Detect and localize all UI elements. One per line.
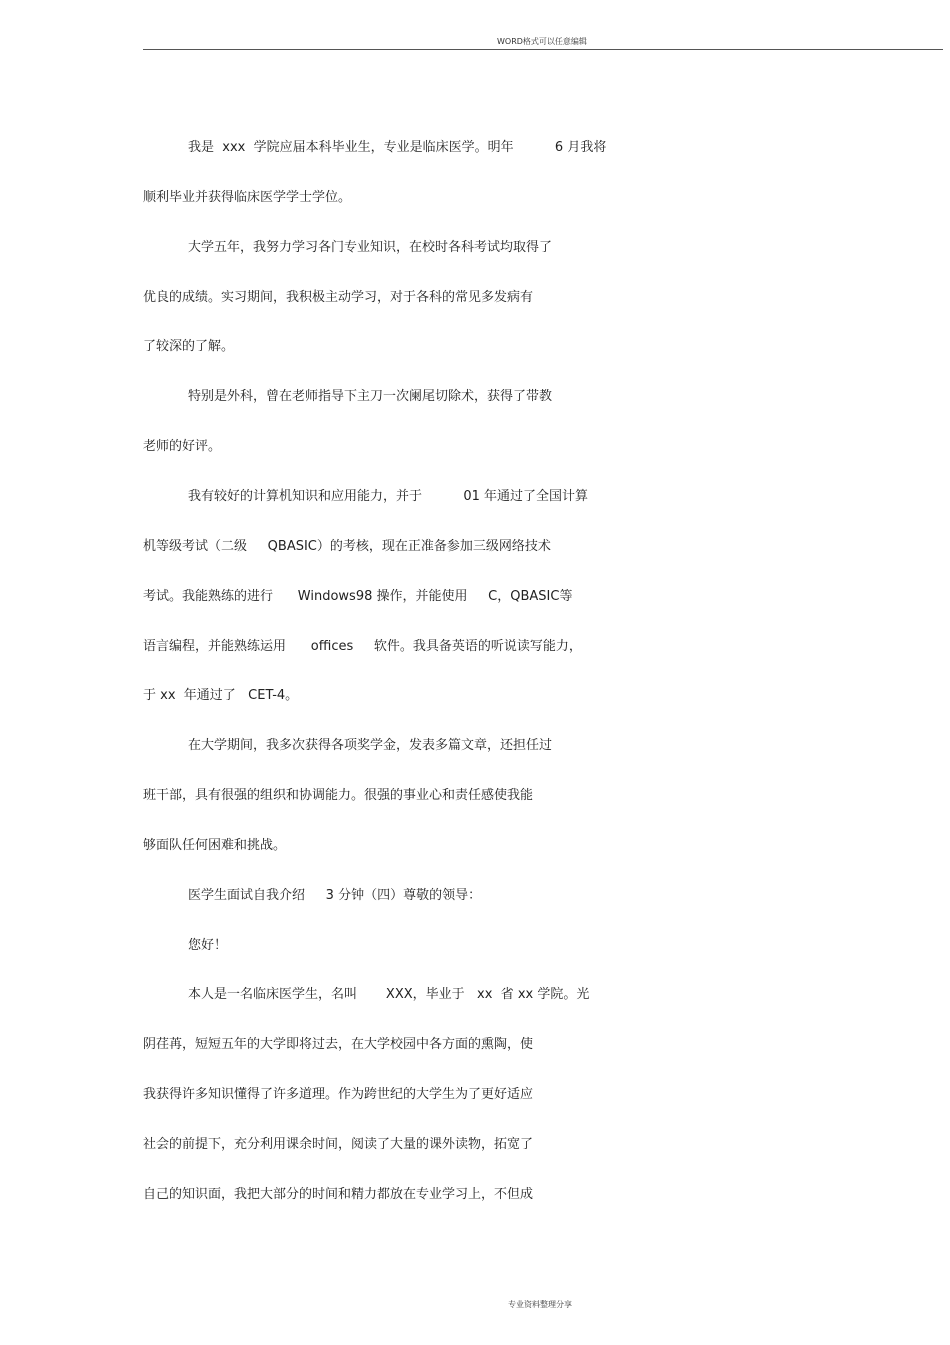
header-rule <box>143 49 943 50</box>
header-text: WORD格式可以任意编辑 <box>497 37 587 46</box>
body-line: 特别是外科，曾在老师指导下主刀一次阑尾切除术，获得了带教 <box>188 389 553 404</box>
body-line: 社会的前提下，充分利用课余时间，阅读了大量的课外读物，拓宽了 <box>143 1137 534 1152</box>
body-line: 大学五年，我努力学习各门专业知识，在校时各科考试均取得了 <box>188 240 553 255</box>
body-line: 班干部，具有很强的组织和协调能力。很强的事业心和责任感使我能 <box>143 788 534 803</box>
page-header <box>0 36 950 50</box>
body-line: 在大学期间，我多次获得各项奖学金，发表多篇文章，还担任过 <box>188 738 553 753</box>
body-line: 考试。我能熟练的进行 Windows98 操作，并能使用 C，QBASIC等 <box>143 589 573 604</box>
body-line: 本人是一名临床医学生，名叫 XXX，毕业于 xx 省 xx 学院。光 <box>188 987 590 1002</box>
body-line: 我有较好的计算机知识和应用能力，并于 01 年通过了全国计算 <box>188 489 588 504</box>
body-line: 您好！ <box>188 938 228 953</box>
body-line: 自己的知识面，我把大部分的时间和精力都放在专业学习上，不但成 <box>143 1187 534 1202</box>
body-line: 我是 xxx 学院应届本科毕业生，专业是临床医学。明年 6 月我将 <box>188 140 607 155</box>
body-line: 机等级考试（二级 QBASIC）的考核，现在正准备参加三级网络技术 <box>143 539 551 554</box>
body-line: 够面队任何困难和挑战。 <box>143 838 287 853</box>
body-line: 医学生面试自我介绍 3 分钟（四）尊敬的领导： <box>188 888 482 903</box>
body-line: 阴荏苒，短短五年的大学即将过去，在大学校园中各方面的熏陶，使 <box>143 1037 534 1052</box>
body-line: 我获得许多知识懂得了许多道理。作为跨世纪的大学生为了更好适应 <box>143 1087 534 1102</box>
body-line: 老师的好评。 <box>143 439 222 454</box>
body-line: 于 xx 年通过了 CET-4。 <box>143 688 299 703</box>
body-line: 语言编程，并能熟练运用 offices 软件。我具备英语的听说读写能力， <box>143 639 582 654</box>
footer-text: 专业资料整理分享 <box>508 1300 572 1309</box>
body-line: 了较深的了解。 <box>143 339 235 354</box>
body-line: 优良的成绩。实习期间，我积极主动学习，对于各科的常见多发病有 <box>143 290 534 305</box>
body-line: 顺利毕业并获得临床医学学士学位。 <box>143 190 352 205</box>
